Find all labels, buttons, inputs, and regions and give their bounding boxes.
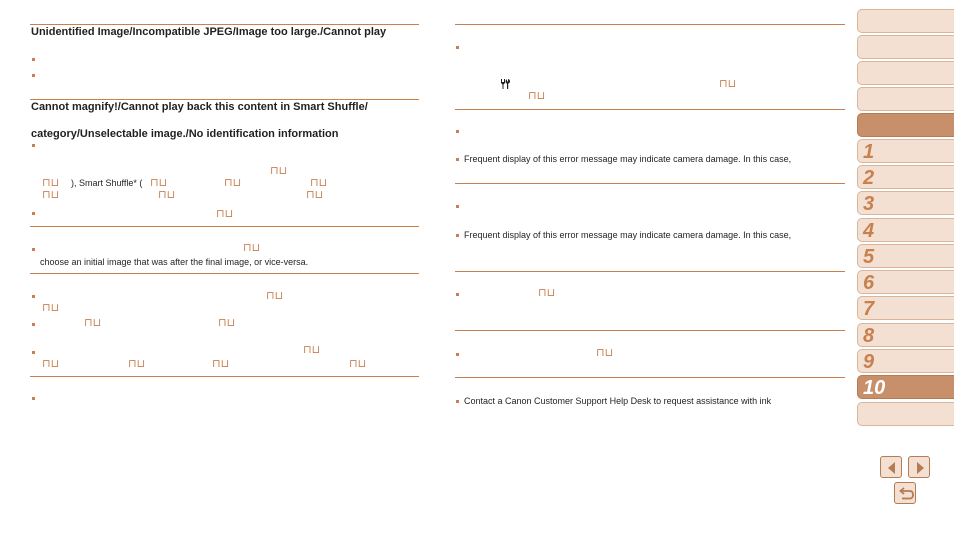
bullet xyxy=(456,234,459,237)
nav-tab-current-section[interactable] xyxy=(857,113,954,137)
bullet xyxy=(32,248,35,251)
section-divider xyxy=(30,273,419,274)
nav-tab-chapter-10[interactable] xyxy=(857,375,954,399)
bullet xyxy=(32,323,35,326)
nav-tab-chapter-1[interactable] xyxy=(857,139,954,163)
nav-tab-contents[interactable] xyxy=(857,35,954,59)
nav-tab-chapter-8[interactable] xyxy=(857,323,954,347)
bullet xyxy=(456,400,459,403)
book-icon[interactable]: ⊓⊔ xyxy=(42,302,60,314)
nav-tab-chapter-7[interactable] xyxy=(857,296,954,320)
nav-tab-index[interactable] xyxy=(857,402,954,426)
section-divider xyxy=(30,226,419,227)
book-icon[interactable]: ⊓⊔ xyxy=(306,189,324,201)
book-icon[interactable]: ⊓⊔ xyxy=(719,78,737,90)
book-icon[interactable]: ⊓⊔ xyxy=(150,177,168,189)
book-icon[interactable]: ⊓⊔ xyxy=(224,177,242,189)
book-icon[interactable]: ⊓⊔ xyxy=(528,90,546,102)
bullet xyxy=(32,397,35,400)
chapter-number: 9 xyxy=(863,351,875,373)
chapter-number: 6 xyxy=(863,272,875,294)
book-icon[interactable]: ⊓⊔ xyxy=(266,290,284,302)
chapter-number: 8 xyxy=(863,325,875,347)
camera-damage-text: Frequent display of this error message may indicate camera damage. In this case, xyxy=(464,154,792,164)
previous-page-button[interactable] xyxy=(880,456,902,478)
nav-tab-advanced[interactable] xyxy=(857,87,954,111)
bullet xyxy=(32,144,35,147)
chapter-number: 7 xyxy=(863,298,875,320)
book-icon[interactable]: ⊓⊔ xyxy=(84,317,102,329)
arrow-right-icon xyxy=(909,457,931,479)
return-button[interactable] xyxy=(894,482,916,504)
bullet xyxy=(456,130,459,133)
next-page-button[interactable] xyxy=(908,456,930,478)
book-icon[interactable]: ⊓⊔ xyxy=(42,358,60,370)
section-heading-cannot-magnify-cont: category/Unselectable image./No identification information xyxy=(31,128,339,140)
chapter-number: 4 xyxy=(863,220,875,242)
nav-tab-cover[interactable] xyxy=(857,9,954,33)
initial-image-text: choose an initial image that was after the final image, or vice-versa. xyxy=(40,257,309,267)
section-divider xyxy=(455,109,845,110)
tools-menu-icon xyxy=(499,78,511,93)
nav-tab-chapter-4[interactable] xyxy=(857,218,954,242)
nav-tab-chapter-5[interactable] xyxy=(857,244,954,268)
arrow-left-icon xyxy=(881,457,903,479)
chapter-number: 5 xyxy=(863,246,875,268)
book-icon[interactable]: ⊓⊔ xyxy=(218,317,236,329)
book-icon[interactable]: ⊓⊔ xyxy=(158,189,176,201)
book-icon[interactable]: ⊓⊔ xyxy=(303,344,321,356)
bullet xyxy=(456,158,459,161)
bullet xyxy=(32,58,35,61)
bullet xyxy=(456,293,459,296)
book-icon[interactable]: ⊓⊔ xyxy=(42,177,60,189)
bullet xyxy=(32,74,35,77)
book-icon[interactable]: ⊓⊔ xyxy=(538,287,556,299)
section-divider xyxy=(455,183,845,184)
section-divider xyxy=(30,99,419,100)
book-icon[interactable]: ⊓⊔ xyxy=(128,358,146,370)
chapter-number: 2 xyxy=(863,167,875,189)
section-divider xyxy=(30,24,419,25)
camera-damage-text: Frequent display of this error message may indicate camera damage. In this case, xyxy=(464,230,792,240)
bullet xyxy=(456,46,459,49)
section-divider xyxy=(455,271,845,272)
book-icon[interactable]: ⊓⊔ xyxy=(310,177,328,189)
section-divider xyxy=(455,377,845,378)
bullet xyxy=(32,351,35,354)
section-heading-cannot-magnify: Cannot magnify!/Cannot play back this content in Smart Shuffle/ xyxy=(31,101,368,113)
book-icon[interactable]: ⊓⊔ xyxy=(212,358,230,370)
bullet xyxy=(32,212,35,215)
nav-tab-chapter-6[interactable] xyxy=(857,270,954,294)
bullet xyxy=(456,353,459,356)
ink-support-text: Contact a Canon Customer Support Help Desk to request assistance with ink xyxy=(464,396,772,406)
chapter-number: 10 xyxy=(863,377,886,399)
section-heading-unidentified-image: Unidentified Image/Incompatible JPEG/Image too large./Cannot play xyxy=(31,26,387,38)
book-icon[interactable]: ⊓⊔ xyxy=(42,189,60,201)
book-icon[interactable]: ⊓⊔ xyxy=(270,165,288,177)
nav-tab-chapter-3[interactable] xyxy=(857,191,954,215)
book-icon[interactable]: ⊓⊔ xyxy=(216,208,234,220)
chapter-number: 3 xyxy=(863,193,875,215)
return-icon xyxy=(895,483,917,505)
bullet xyxy=(32,295,35,298)
book-icon[interactable]: ⊓⊔ xyxy=(596,347,614,359)
book-icon[interactable]: ⊓⊔ xyxy=(349,358,367,370)
nav-tab-chapter-9[interactable] xyxy=(857,349,954,373)
section-divider xyxy=(30,376,419,377)
smart-shuffle-text: ), Smart Shuffle* ( xyxy=(71,178,143,188)
nav-tab-chapter-2[interactable] xyxy=(857,165,954,189)
chapter-number: 1 xyxy=(863,141,875,163)
book-icon[interactable]: ⊓⊔ xyxy=(243,242,261,254)
section-divider xyxy=(455,24,845,25)
nav-tab-basic[interactable] xyxy=(857,61,954,85)
bullet xyxy=(456,205,459,208)
section-divider xyxy=(455,330,845,331)
